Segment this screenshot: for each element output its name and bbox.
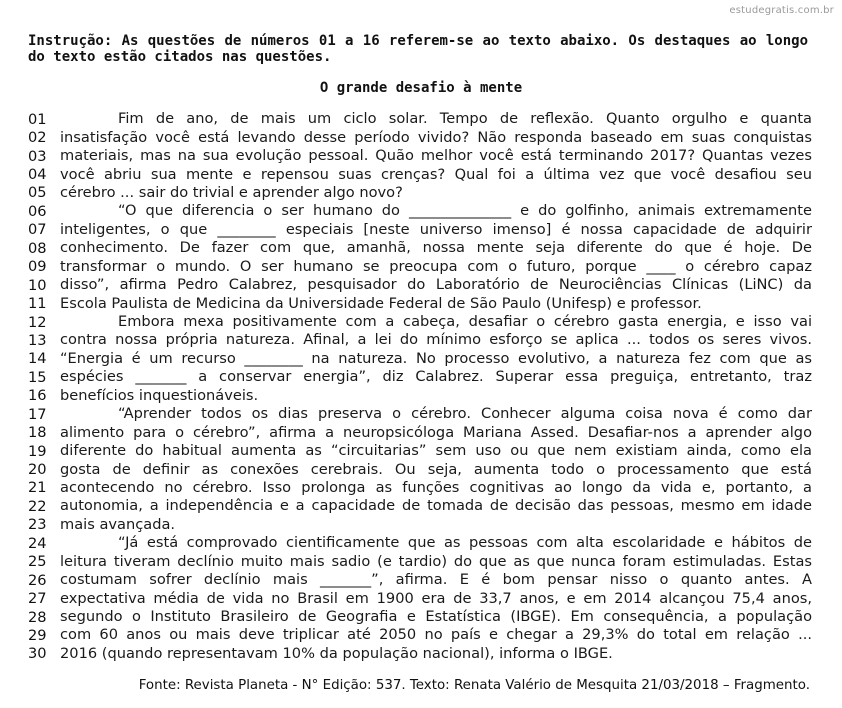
text-line [28, 165, 812, 183]
line-number: 23 [28, 516, 47, 534]
text-line [28, 405, 812, 423]
line-number: 30 [28, 645, 47, 663]
text-line [28, 516, 812, 534]
line-text: espécies _______ a conservar energia”, diz Calabrez. Superar essa preguiça, entretanto, traz [60, 368, 812, 386]
text-line [28, 553, 812, 571]
line-number: 02 [28, 129, 47, 147]
line-text: conhecimento. De fazer com que, amanhã, nossa mente seja diferente do que é hoje. De [60, 239, 812, 257]
line-number: 18 [28, 424, 47, 442]
line-number: 08 [28, 239, 47, 257]
line-text: diferente do habitual aumenta as “circuitarias” sem uso ou que nem existiam ainda, como ela [60, 442, 812, 460]
line-text: gosta de definir as conexões cerebrais. Ou seja, aumenta todo o processamento que está [60, 460, 812, 478]
line-number: 16 [28, 387, 47, 405]
line-number: 29 [28, 626, 47, 644]
line-text: inteligentes, o que ________ especiais [neste universo imenso] é nossa capacidade de adquirir [60, 220, 812, 238]
text-line [28, 221, 812, 239]
line-text: autonomia, a independência e a capacidade de tomada de decisão das pessoas, mesmo em idade [60, 497, 812, 515]
text-line [28, 350, 812, 368]
text-line [28, 442, 812, 460]
line-text: costumam sofrer declínio mais _______”, afirma. E é bom pensar nisso o quanto antes. A [60, 571, 812, 589]
line-text: leitura tiveram declínio muito mais sadio (e tardio) do que as que nunca foram estimuladas. Estas [60, 552, 812, 570]
text-line [28, 276, 812, 294]
text-line [28, 645, 812, 663]
text-line [28, 589, 812, 607]
text-title: O grande desafio à mente [319, 80, 523, 96]
text-line [28, 423, 812, 441]
site-watermark: estudegratis.com.br [729, 5, 834, 16]
text-line [28, 110, 812, 128]
line-number: 05 [28, 184, 47, 202]
line-number: 24 [28, 534, 47, 552]
line-text: materiais, mas na sua evolução pessoal. Quão melhor você está terminando 2017? Quantas vezes [60, 147, 812, 165]
line-number: 01 [28, 110, 47, 128]
line-text: Embora mexa positivamente com a cabeça, desafiar o cérebro gasta energia, e isso vai [118, 313, 812, 331]
line-text: contra nossa própria natureza. Afinal, a lei do mínimo esforço se aplica ... todos os seres vivos. [60, 331, 812, 349]
line-number: 20 [28, 461, 47, 479]
line-text: 2016 (quando representavam 10% da população nacional), informa o IBGE. [60, 644, 613, 662]
source-citation: Fonte: Revista Planeta - N° Edição: 537. Texto: Renata Valério de Mesquita 21/03/2018 – Fragmento. [138, 678, 810, 693]
text-line [28, 202, 812, 220]
text-line [28, 626, 812, 644]
line-text: transformar o mundo. O ser humano se preocupa com o futuro, porque ____ o cérebro capaz [60, 257, 812, 275]
line-number: 22 [28, 497, 47, 515]
text-line [28, 128, 812, 146]
line-text: com 60 anos ou mais deve triplicar até 2050 no país e chegar a 29,3% do total em relação ... [60, 626, 812, 644]
line-number: 04 [28, 166, 47, 184]
text-line [28, 479, 812, 497]
line-number: 26 [28, 571, 47, 589]
line-number: 07 [28, 221, 47, 239]
line-number: 27 [28, 590, 47, 608]
text-line [28, 331, 812, 349]
line-text: você abriu sua mente e repensou suas crenças? Qual foi a última vez que você desafiou seu [60, 165, 812, 183]
line-text: cérebro ... sair do trivial e aprender algo novo? [60, 183, 403, 201]
line-number: 06 [28, 202, 47, 220]
text-line [28, 497, 812, 515]
text-line [28, 313, 812, 331]
line-number: 19 [28, 442, 47, 460]
line-number: 17 [28, 405, 47, 423]
text-line [28, 571, 812, 589]
text-line [28, 184, 812, 202]
line-text: Escola Paulista de Medicina da Universidade Federal de São Paulo (Unifesp) e professor. [60, 294, 702, 312]
line-text: mais avançada. [60, 515, 176, 533]
line-text: benefícios inquestionáveis. [60, 386, 259, 404]
instruction-text: Instrução: As questões de números 01 a 16 referem-se ao texto abaixo. Os destaques ao longo do texto estão citados nas questões. [28, 33, 808, 65]
text-line [28, 258, 812, 276]
text-line [28, 368, 812, 386]
text-line [28, 608, 812, 626]
numbered-text-body [28, 110, 812, 663]
line-number: 21 [28, 479, 47, 497]
line-text: alimento para o cérebro”, afirma a neuropsicóloga Mariana Assed. Desafiar-nos a aprender algo [60, 423, 812, 441]
line-number: 14 [28, 350, 47, 368]
line-number: 13 [28, 331, 47, 349]
line-text: insatisfação você está levando desse período vivido? Não responda baseado em suas conquistas [60, 128, 812, 146]
line-number: 25 [28, 553, 47, 571]
line-text: “Aprender todos os dias preserva o cérebro. Conhecer alguma coisa nova é como dar [118, 405, 812, 423]
line-number: 03 [28, 147, 47, 165]
line-text: disso”, afirma Pedro Calabrez, pesquisador do Laboratório de Neurociências Clínicas (LiNC) da [60, 276, 812, 294]
line-number: 12 [28, 313, 47, 331]
text-line [28, 294, 812, 312]
line-number: 09 [28, 258, 47, 276]
text-line [28, 387, 812, 405]
text-line [28, 460, 812, 478]
line-number: 28 [28, 608, 47, 626]
text-line [28, 534, 812, 552]
line-number: 10 [28, 276, 47, 294]
text-line [28, 147, 812, 165]
line-text: expectativa média de vida no Brasil em 1900 era de 33,7 anos, e em 2014 alcançou 75,4 anos, [60, 589, 812, 607]
line-number: 11 [28, 295, 47, 313]
line-text: “Energia é um recurso ________ na natureza. No processo evolutivo, a natureza fez com que as [60, 349, 812, 367]
text-line [28, 239, 812, 257]
line-text: “O que diferencia o ser humano do ______________ e do golfinho, animais extremamente [118, 202, 812, 220]
line-text: Fim de ano, de mais um ciclo solar. Tempo de reflexão. Quanto orgulho e quanta [118, 110, 812, 128]
line-text: “Já está comprovado cientificamente que as pessoas com alta escolaridade e hábitos de [118, 534, 812, 552]
line-text: acontecendo no cérebro. Isso prolonga as funções cognitivas ao longo da vida e, portanto, a [60, 478, 812, 496]
line-text: segundo o Instituto Brasileiro de Geografia e Estatística (IBGE). Em consequência, a população [60, 608, 812, 626]
line-number: 15 [28, 368, 47, 386]
